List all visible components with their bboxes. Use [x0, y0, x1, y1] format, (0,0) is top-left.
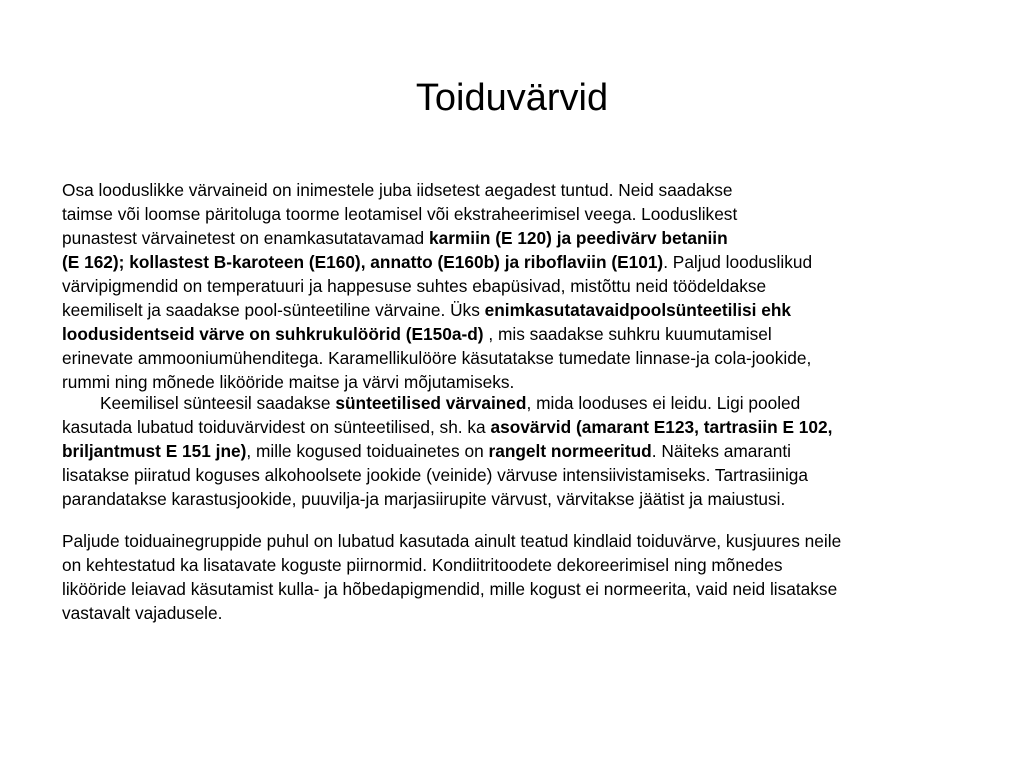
text-run: . Näiteks amaranti [651, 441, 791, 461]
text-run: lisatakse piiratud koguses alkohoolsete jookide (veinide) värvuse intensiivistamiseks. Tartrasiiniga [62, 465, 809, 485]
paragraph-3-line [62, 602, 222, 625]
paragraph-2-line [62, 416, 832, 439]
paragraph-3-line [62, 554, 782, 577]
paragraph-1-line [62, 203, 737, 226]
bold-text: loodusidentseid värve on suhkrukulöörid (E150a-d) [62, 324, 484, 344]
text-run: Paljude toiduainegruppide puhul on lubatud kasutada ainult teatud kindlaid toiduvärve, kusjuures neile [62, 531, 842, 551]
paragraph-1-line [62, 179, 733, 202]
text-run: likööride leiavad käsutamist kulla- ja hõbedapigmendid, mille kogust ei normeerita, vaid neid lisatakse [62, 579, 838, 599]
bold-text: karmiin (E 120) ja peedivärv betaniin [428, 228, 728, 248]
paragraph-2-line [62, 440, 791, 463]
paragraph-3-line [62, 578, 837, 601]
bold-text: asovärvid (amarant E123, tartrasiin E 102, [490, 417, 833, 437]
paragraph-1-line [62, 251, 812, 274]
slide-title: Toiduvärvid [415, 77, 609, 119]
paragraph-2-line [62, 464, 808, 487]
paragraph-1-line [62, 227, 728, 250]
bold-text: rangelt normeeritud [488, 441, 652, 461]
paragraph-1-line [62, 323, 772, 346]
text-run: värvipigmendid on temperatuuri ja happesuse suhtes ebapüsivad, mistõttu neid töödeldakse [62, 276, 767, 296]
bold-text: (E 162); kollastest B-karoteen (E160), annatto (E160b) ja riboflaviin (E101) [62, 252, 664, 272]
text-run: keemiliselt ja saadakse pool-sünteetiline värvaine. Üks [62, 300, 485, 320]
text-run: vastavalt vajadusele. [62, 603, 223, 623]
text-run: taimse või loomse päritoluga toorme leotamisel või ekstraheerimisel veega. Looduslikest [62, 204, 738, 224]
text-run: kasutada lubatud toiduvärvidest on sünteetilised, sh. ka [62, 417, 491, 437]
text-run: erinevate ammooniumühenditega. Karamellikulööre käsutatakse tumedate linnase-ja cola-jookide, [62, 348, 812, 368]
text-run: Osa looduslikke värvaineid on inimestele juba iidsetest aegadest tuntud. Neid saadakse [62, 180, 733, 200]
paragraph-3-line [62, 530, 841, 553]
bold-text: briljantmust E 151 jne) [62, 441, 247, 461]
paragraph-1-line [62, 371, 514, 394]
paragraph-1-line [62, 299, 791, 322]
text-run: rummi ning mõnede likööride maitse ja värvi mõjutamiseks. [62, 372, 515, 392]
paragraph-1-line [62, 347, 811, 370]
text-run: . Paljud looduslikud [663, 252, 813, 272]
text-run: parandatakse karastusjookide, puuvilja-ja marjasiirupite värvust, värvitakse jäätist ja maiustusi. [62, 489, 786, 509]
paragraph-2-line [62, 488, 785, 511]
paragraph-2-line [100, 392, 800, 415]
bold-text: enimkasutatavaidpoolsünteetilisi ehk [484, 300, 791, 320]
text-run: punastest värvainetest on enamkasutatavamad [62, 228, 429, 248]
text-run: , mis saadakse suhkru kuumutamisel [483, 324, 772, 344]
paragraph-1-line [62, 275, 766, 298]
text-run: on kehtestatud ka lisatavate koguste piirnormid. Kondiitritoodete dekoreerimisel ning mõnedes [62, 555, 783, 575]
text-run: Keemilisel sünteesil saadakse [100, 393, 336, 413]
bold-text: sünteetilised värvained [335, 393, 527, 413]
text-run: , mille kogused toiduainetes on [246, 441, 489, 461]
text-run: , mida looduses ei leidu. Ligi pooled [526, 393, 801, 413]
